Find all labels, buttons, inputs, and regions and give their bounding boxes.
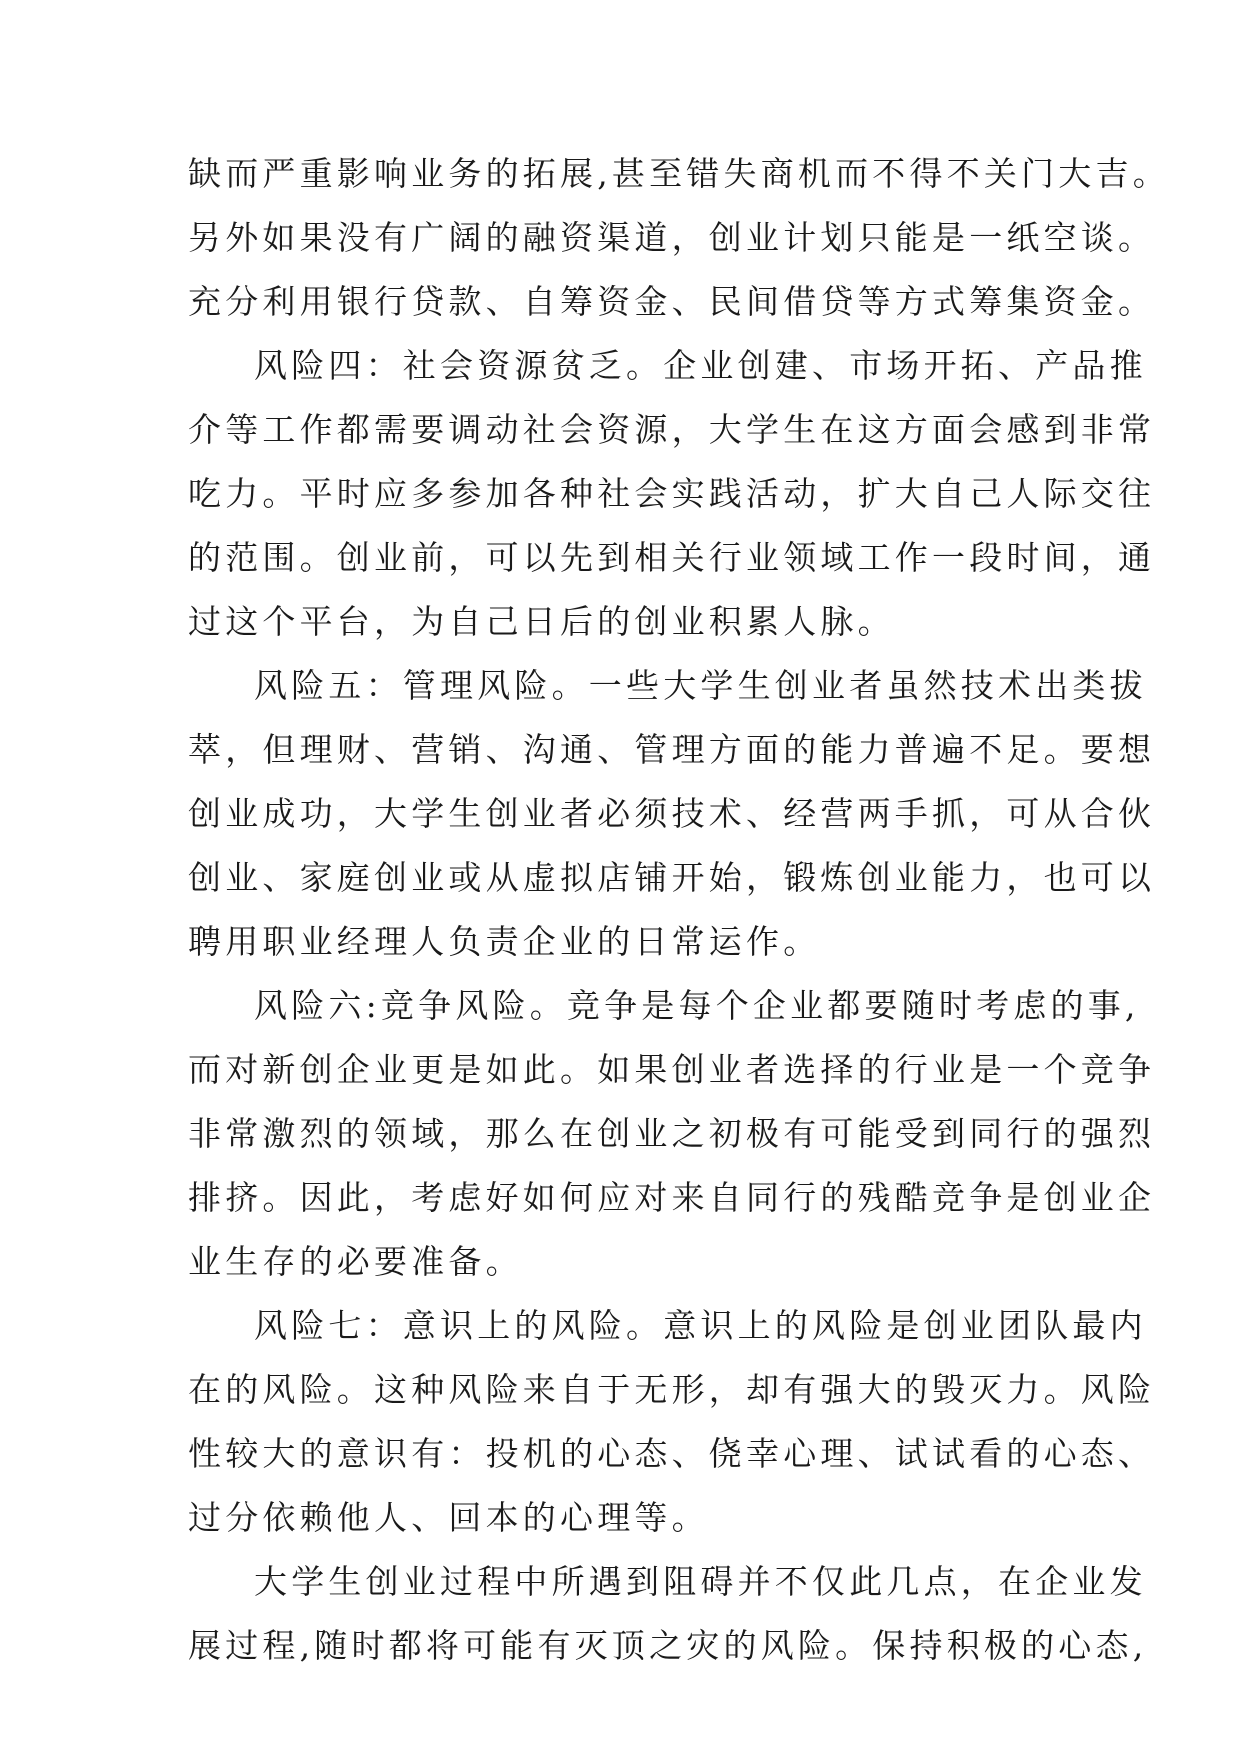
paragraph	[188, 1550, 1148, 1678]
text-line: 风险五：管理风险。一些大学生创业者虽然技术出类拔	[254, 666, 1147, 705]
paragraph	[188, 654, 1156, 974]
text-line: 另外如果没有广阔的融资渠道，创业计划只能是一纸空谈。	[188, 218, 1156, 257]
text-line: 风险七：意识上的风险。意识上的风险是创业团队最内	[254, 1306, 1147, 1345]
text-line: 在的风险。这种风险来自于无形，却有强大的毁灭力。风险	[188, 1370, 1156, 1409]
text-line: 萃，但理财、营销、沟通、管理方面的能力普遍不足。要想	[188, 730, 1156, 769]
text-line: 充分利用银行贷款、自筹资金、民间借贷等方式筹集资金。	[188, 282, 1156, 321]
text-line: 创业、家庭创业或从虚拟店铺开始，锻炼创业能力，也可以	[188, 858, 1156, 897]
text-line: 性较大的意识有：投机的心态、侥幸心理、试试看的心态、	[188, 1434, 1156, 1473]
text-line: 排挤。因此，考虑好如何应对来自同行的残酷竞争是创业企	[188, 1178, 1156, 1217]
paragraph	[188, 974, 1156, 1294]
text-line: 聘用职业经理人负责企业的日常运作。	[188, 922, 821, 961]
text-line: 介等工作都需要调动社会资源，大学生在这方面会感到非常	[188, 410, 1156, 449]
text-line: 吃力。平时应多参加各种社会实践活动，扩大自己人际交往	[188, 474, 1156, 513]
text-line: 风险四：社会资源贫乏。企业创建、市场开拓、产品推	[254, 346, 1147, 385]
text-line: 非常激烈的领域，那么在创业之初极有可能受到同行的强烈	[188, 1114, 1156, 1153]
document-body	[188, 142, 1170, 1678]
paragraph	[188, 142, 1170, 334]
text-line: 业生存的必要准备。	[188, 1242, 523, 1281]
text-line: 展过程,随时都将可能有灭顶之灾的风险。保持积极的心态,	[188, 1626, 1148, 1665]
text-line: 缺而严重影响业务的拓展,甚至错失商机而不得不关门大吉。	[188, 154, 1170, 193]
text-line: 大学生创业过程中所遇到阻碍并不仅此几点，在企业发	[254, 1562, 1147, 1601]
text-line: 的范围。创业前，可以先到相关行业领域工作一段时间，通	[188, 538, 1156, 577]
text-line: 过分依赖他人、回本的心理等。	[188, 1498, 709, 1537]
text-line: 风险六:竞争风险。竞争是每个企业都要随时考虑的事,	[254, 986, 1140, 1025]
text-line: 而对新创企业更是如此。如果创业者选择的行业是一个竞争	[188, 1050, 1156, 1089]
text-line: 创业成功，大学生创业者必须技术、经营两手抓，可从合伙	[188, 794, 1156, 833]
text-line: 过这个平台，为自己日后的创业积累人脉。	[188, 602, 895, 641]
paragraph	[188, 334, 1156, 654]
paragraph	[188, 1294, 1156, 1550]
